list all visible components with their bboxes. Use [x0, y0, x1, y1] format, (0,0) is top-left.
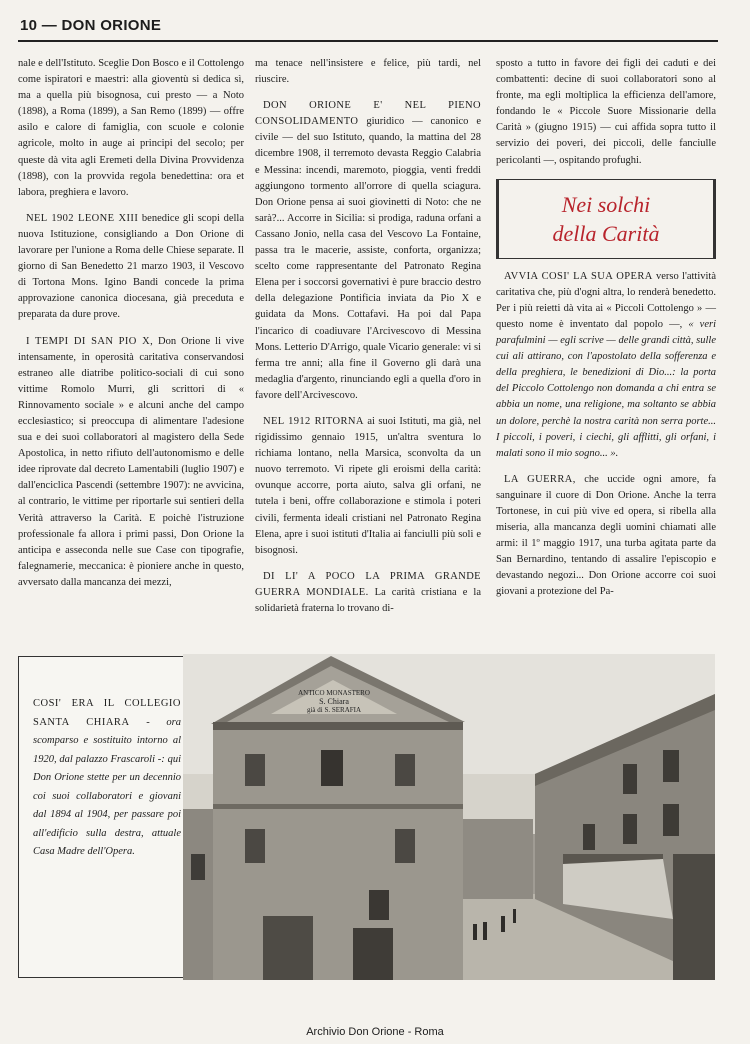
paragraph — [18, 211, 244, 324]
section-title-box — [496, 179, 716, 259]
paragraph-text: ai suoi Istituti, ma già, nel rigidissimo gennaio 1915, un'altra sventura lo richiama lontano, nella Marsica, sconvolta da un nuovo terremoto. Vi ripete gli eroismi della carità: ovunque accorre, porta aiuto, salva gli orfani, ne tutela i beni, offre collaborazione e stimola i poteri civili, fermenta ideali cristiani nel Patronato Regina Elena, apre i suoi istituti d'Italia ai fanciulli più soli e bisognosi. — [255, 415, 482, 556]
paragraph-lead: AVVIA COSI' LA SUA OPERA — [504, 270, 653, 282]
paragraph — [255, 414, 481, 559]
caption-text — [33, 695, 181, 862]
paragraph-lead: NEL 1912 RITORNA — [263, 415, 364, 427]
paragraph — [496, 269, 716, 462]
caption-body: - ora scomparso e sostituito intorno al 1920, dal palazzo Frascaroli -: qui Don Orione stette per un decennio coi suoi collaboratori e giovani dal 1894 al 1904, per passare poi all'edificio sulla destra, attuale Casa Madre dell'Opera. — [33, 716, 181, 857]
section-title-line: Nei solchi — [561, 191, 651, 217]
paragraph: sposto a tutto in favore dei figli dei caduti e dei combattenti: decine di suoi collaboratori sono al fronte, ma egli moltiplica la efficienza dell'amore, fondando le « Piccole Suore Missionarie della Carità » (giugno 1915) — cui affida sopra tutto il servizio dei poveri, dei piccoli, delle fanciulle pericolanti —, ospitando profughi. — [496, 58, 716, 166]
photo-caption — [18, 656, 183, 978]
quote-text: « veri parafulmini — egli scrive — delle grandi città, sulle cui ali attirano, con l'apostolato della sofferenza e della preghiera, le benedizioni di Dio...: la porta del Piccolo Cottolengo non domanda a chi entra se abbia un nome, una religione, ma soltanto se abbia un dolore, perchè la nostra carità non serra porte... I piccoli, i poveri, i ciechi, gli afflitti, gli orfani, i malati sono il mio sogno... ». — [496, 318, 716, 459]
paragraph: nale e dell'Istituto. Sceglie Don Bosco e il Cottolengo come ispiratori e maestri: alla gioventù si dedica sì, ma a quella più bisognosa, cui presto — a Noto (1898), a Roma (1899), a San Remo (1899) — offre asilo e calore di famiglia, con scuole e colonie agricole, molto in auge ai principi del secolo; per queste dà vita agli Eremeti della Divina Provvidenza (1898), con la provvida regola benedettina: ora et labora, preghiera e lavoro. — [18, 58, 244, 198]
paragraph-text: La carità cristiana e la solidarietà fraterna lo trovano di- — [255, 586, 481, 614]
column-2 — [255, 56, 481, 627]
paragraph-lead: I TEMPI DI SAN PIO X, — [26, 335, 154, 347]
inscription-line: già di S. SERAFIA — [306, 706, 362, 714]
paragraph-text: benedice gli scopi della nuova Istituzione, consigliando a Don Orione di lavorare per l'unione a Roma delle Chiese separate. Il giorno di San Benedetto 21 marzo 1903, il Vescovo di Tortona Mons. Igino Bandi concede la prima approvazione canonica diocesana, già preceduta e preparata da dure prove. — [18, 212, 244, 321]
section-title-line: della Carità — [552, 220, 660, 246]
page-title: 10 — DON ORIONE — [20, 17, 162, 34]
paragraph-lead: DI LI' A POCO LA PRIMA GRANDE GUERRA MONDIALE. — [255, 570, 481, 598]
paragraph — [255, 98, 481, 404]
paragraph-text: che uccide ogni amore, fa sanguinare il cuore di Don Orione. Anche la terra Tortonese, in cui più vive ed opera, si ribella alla miseria, alla mancanza degli uomini chiamati alle armi: il 1º maggio 1917, una turba agitata parte da San Bernardino, tentando di assalire l'episcopio e devastando negozi... Don Orione accorre coi suoi giovani a protezione del Pa- — [496, 473, 716, 598]
column-1 — [18, 56, 244, 601]
paragraph-text: verso l'attività caritativa che, più d'ogni altra, lo renderà benedetto. Per i più reietti dà vita ai « Piccoli Cottolengo » — questo nome è inventato dal popolo —, — [496, 270, 716, 330]
paragraph — [18, 334, 244, 592]
caption-head: COSI' ERA IL COLLEGIO SANTA CHIARA — [33, 698, 181, 728]
inscription-line: ANTICO MONASTERO — [298, 689, 370, 697]
paragraph — [255, 569, 481, 617]
paragraph — [496, 472, 716, 601]
paragraph-text: giuridico — canonico e civile — del suo Istituto, quando, la mattina del 28 dicembre 1908, il terremoto devasta Reggio Calabria e Messina: incendi, maremoto, pioggia, venti freddi aggiungono tormento all'orrore di quella sciagura. Don Orione pensa ai suoi giovinetti di Noto: che ne sarà?... Accorre in Sicilia: si prodiga, raduna orfani a Cassano Jonio, nella casa del Vescovo La Fontaine, passa tra le macerie, assiste, conforta, organizza; scelto come rappresentante del Patronato Regina Elena per i soccorsi governativi è pure braccio destro della delegazione Pontificia inviata da Pio X e guidata da Mons. Cottafavi. Ha poi dal Papa l'incarico di coadiuvare l'Arcivescovo di Messina Mons. Letterio D'Arrigo, quale Vicario generale: vi si ferma tre anni; alla fine il Governo gli darà una medaglia d'argento, rinunciando egli a quella d'oro in favore dell'Arcivescovo. — [255, 116, 481, 401]
historic-photo — [183, 654, 715, 980]
paragraph-text: Don Orione li vive intensamente, in operosità caritativa conservandosi estraneo alle diatribe politico-sociali di cui sono vittime Romolo Murri, gli scrittori di « Rinnovamento sociale » e alcuni anche del campo ecclesiastico; si preoccupa di alimentare l'adesione sua e dei suoi collaboratori al magistero della Sede Apostolica, in netto rifiuto dell'autonomismo e delle idee riprovate dal decreto Lamentabili (luglio 1907) e dall'enciclica Pascendi (settembre 1907): ne avvicina, al contrario, le vittime per riportarle sui sentieri della Verità attraverso la Carità. E poichè l'istruzione professionale fa allora i primi passi, Don Orione la anticipa e asseconda nelle sue Case con tipografie, falegnamerie, meccanica: è pioniere anche in questo, avversato dalla mancanza dei mezzi, — [18, 335, 245, 588]
photo-illustration — [183, 654, 715, 980]
paragraph-lead: NEL 1902 LEONE XIII — [26, 212, 139, 224]
page-header — [18, 14, 718, 42]
paragraph: ma tenace nell'insistere e felice, più tardi, nel riuscire. — [255, 58, 481, 86]
photo-credit: Archivio Don Orione - Roma — [306, 1026, 444, 1038]
paragraph-lead: LA GUERRA, — [504, 473, 576, 485]
paragraph-lead: DON ORIONE E' NEL PIENO CONSOLIDAMENTO — [255, 100, 481, 128]
inscription-line: S. Chiara — [319, 697, 349, 706]
column-3 — [496, 56, 716, 611]
